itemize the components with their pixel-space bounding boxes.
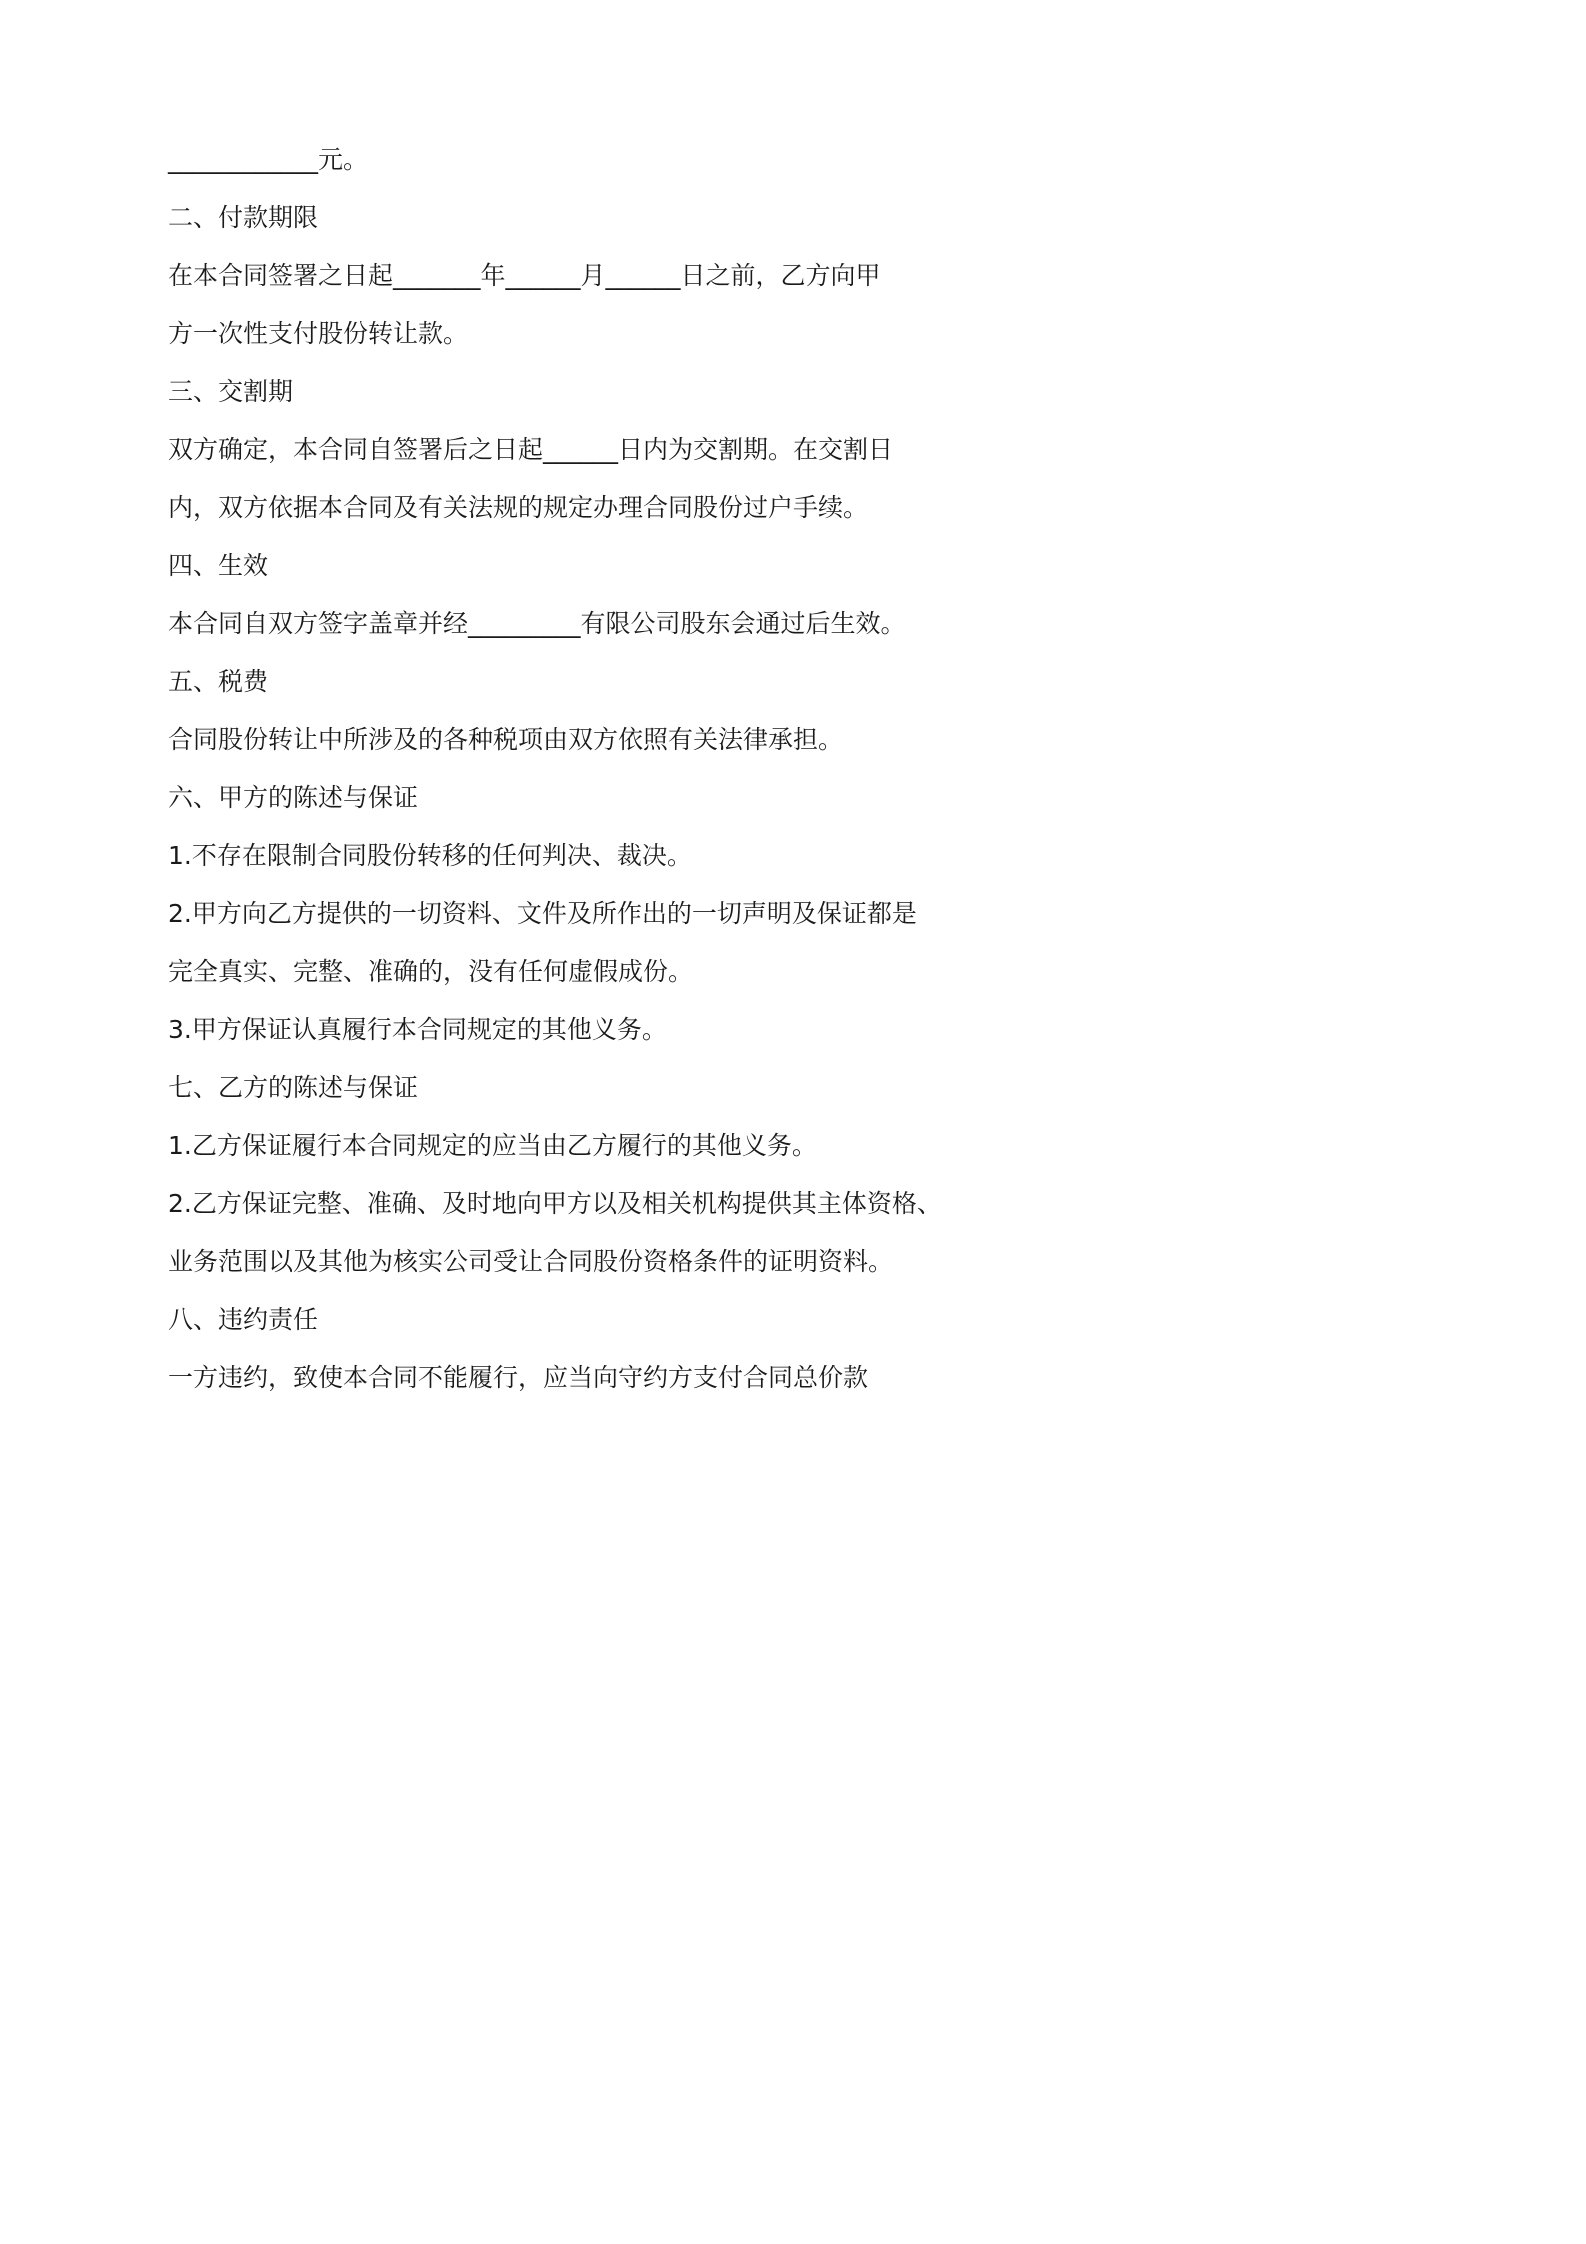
text-line: 本合同自双方签字盖章并经_________有限公司股东会通过后生效。: [168, 609, 906, 638]
text-line: 方一次性支付股份转让款。: [168, 319, 469, 348]
text-line: 内，双方依据本合同及有关法规的规定办理合同股份过户手续。: [168, 493, 869, 522]
text-line: 完全真实、完整、准确的，没有任何虚假成份。: [168, 957, 694, 986]
text-line: ____________元。: [168, 145, 369, 174]
text-line: 业务范围以及其他为核实公司受让合同股份资格条件的证明资料。: [168, 1247, 894, 1276]
list-item: 2.乙方保证完整、准确、及时地向甲方以及相关机构提供其主体资格、: [168, 1189, 942, 1218]
section-heading: 八、违约责任: [168, 1305, 319, 1334]
list-item: 1.乙方保证履行本合同规定的应当由乙方履行的其他义务。: [168, 1131, 817, 1160]
section-heading: 七、乙方的陈述与保证: [168, 1073, 419, 1102]
text-line: 在本合同签署之日起_______年______月______日之前，乙方向甲: [168, 261, 881, 290]
section-heading: 二、付款期限: [168, 203, 319, 232]
list-item: 3.甲方保证认真履行本合同规定的其他义务。: [168, 1015, 667, 1044]
section-heading: 六、甲方的陈述与保证: [168, 783, 419, 812]
document-page: [0, 0, 1100, 1556]
text-line: 一方违约，致使本合同不能履行，应当向守约方支付合同总价款: [168, 1363, 869, 1392]
text-line: 合同股份转让中所涉及的各种税项由双方依照有关法律承担。: [168, 725, 844, 754]
list-item: 2.甲方向乙方提供的一切资料、文件及所作出的一切声明及保证都是: [168, 899, 917, 928]
section-heading: 五、税费: [168, 667, 269, 696]
text-line: 双方确定，本合同自签署后之日起______日内为交割期。在交割日: [168, 435, 894, 464]
list-item: 1.不存在限制合同股份转移的任何判决、裁决。: [168, 841, 692, 870]
section-heading: 三、交割期: [168, 377, 294, 406]
section-heading: 四、生效: [168, 551, 269, 580]
